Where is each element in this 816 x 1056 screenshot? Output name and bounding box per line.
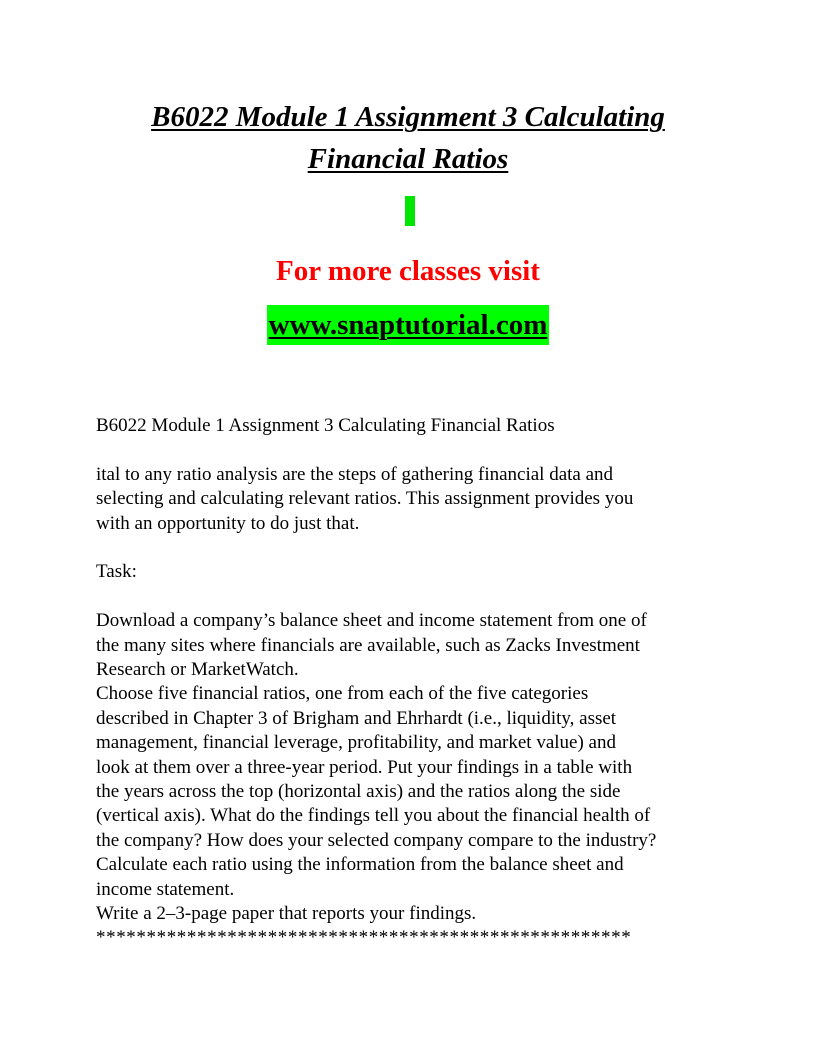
paragraph-line: Research or MarketWatch. <box>96 659 299 681</box>
task-label: Task: <box>96 561 137 583</box>
document-title <box>60 96 756 180</box>
paragraph-line: Download a company’s balance sheet and income statement from one of <box>96 610 647 632</box>
site-link[interactable]: www.snaptutorial.com <box>267 305 550 345</box>
paragraph-line: the many sites where financials are available, such as Zacks Investment <box>96 634 640 656</box>
site-link-container <box>0 305 816 345</box>
promo-text: For more classes visit <box>276 255 540 287</box>
paragraph-line: described in Chapter 3 of Brigham and Ehrhardt (i.e., liquidity, asset <box>96 707 617 729</box>
paragraph-line: management, financial leverage, profitability, and market value) and <box>96 732 616 754</box>
paragraph-line: Choose five financial ratios, one from each of the five categories <box>96 683 589 705</box>
spacer <box>96 585 746 609</box>
intro-line: with an opportunity to do just that. <box>96 512 360 534</box>
intro-line: ital to any ratio analysis are the steps of gathering financial data and <box>96 463 614 485</box>
document-body <box>96 414 746 951</box>
spacer <box>96 536 746 560</box>
green-marker <box>405 196 415 226</box>
paragraph-line: the company? How does your selected company compare to the industry? <box>96 829 657 851</box>
paragraph-line: Write a 2–3-page paper that reports your findings. <box>96 903 477 925</box>
title-line-2: Financial Ratios <box>307 143 509 175</box>
paragraph-line: the years across the top (horizontal axis) and the ratios along the side <box>96 781 621 803</box>
paragraph-line: (vertical axis). What do the findings tell you about the financial health of <box>96 805 651 827</box>
body-heading: B6022 Module 1 Assignment 3 Calculating Financial Ratios <box>96 415 555 436</box>
paragraph-line: income statement. <box>96 878 235 900</box>
intro-line: selecting and calculating relevant ratios. This assignment provides you <box>96 488 634 510</box>
separator-line: ***************************************************** <box>96 927 632 949</box>
spacer <box>96 438 746 462</box>
title-line-1: B6022 Module 1 Assignment 3 Calculating <box>151 101 665 133</box>
paragraph-line: Calculate each ratio using the information from the balance sheet and <box>96 854 624 876</box>
paragraph-line: look at them over a three-year period. Put your findings in a table with <box>96 756 633 778</box>
